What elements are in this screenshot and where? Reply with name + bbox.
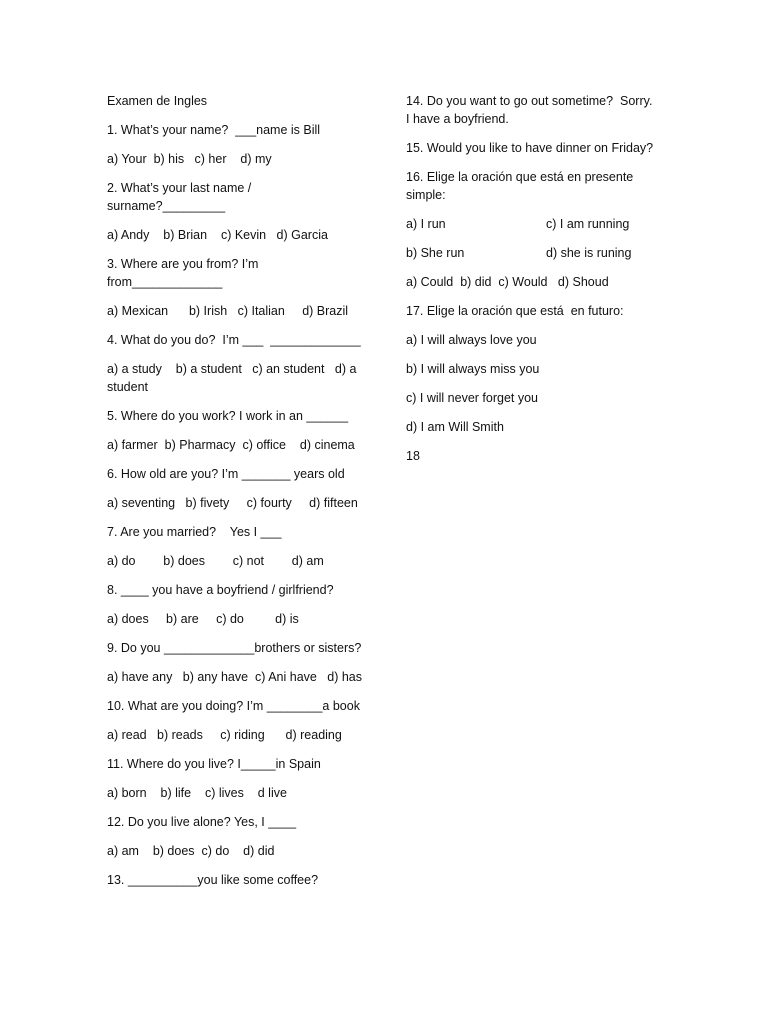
question-17: 17. Elige la oración que está en futuro: xyxy=(406,304,624,318)
options-11: a) born b) life c) lives d live xyxy=(107,786,287,800)
question-13: 13. __________you like some coffee? xyxy=(107,873,319,887)
option-17-c: c) I will never forget you xyxy=(406,391,538,405)
question-14: 14. Do you want to go out sometime? Sorry. I have a boyfriend. xyxy=(406,94,653,126)
question-16: 16. Elige la oración que está en presente simple: xyxy=(406,170,634,202)
options-12: a) am b) does c) do d) did xyxy=(107,844,275,858)
option-16-b: b) She run xyxy=(406,246,465,260)
options-7: a) do b) does c) not d) am xyxy=(107,554,324,568)
options-extra: a) Could b) did c) Would d) Shoud xyxy=(406,275,609,289)
question-1: 1. What’s your name? ___name is Bill xyxy=(107,123,321,137)
question-3: 3. Where are you from? I’m from_____________ xyxy=(107,257,259,289)
options-9: a) have any b) any have c) Ani have d) has xyxy=(107,670,363,684)
options-3: a) Mexican b) Irish c) Italian d) Brazil xyxy=(107,304,349,318)
question-2: 2. What’s your last name / surname?_________ xyxy=(107,181,252,213)
options-16-row-1 xyxy=(406,215,668,233)
question-7: 7. Are you married? Yes I ___ xyxy=(107,525,282,539)
options-4: a) a study b) a student c) an student d) a student xyxy=(107,362,357,394)
options-16-row-2 xyxy=(406,244,668,262)
question-6: 6. How old are you? I’m _______ years old xyxy=(107,467,345,481)
question-10: 10. What are you doing? I’m ________a book xyxy=(107,699,360,713)
question-5: 5. Where do you work? I work in an ______ xyxy=(107,409,349,423)
options-1: a) Your b) his c) her d) my xyxy=(107,152,272,166)
question-11: 11. Where do you live? I_____in Spain xyxy=(107,757,321,771)
options-5: a) farmer b) Pharmacy c) office d) cinema xyxy=(107,438,355,452)
options-8: a) does b) are c) do d) is xyxy=(107,612,299,626)
question-15: 15. Would you like to have dinner on Friday? xyxy=(406,141,654,155)
options-10: a) read b) reads c) riding d) reading xyxy=(107,728,342,742)
option-17-a: a) I will always love you xyxy=(406,333,537,347)
option-17-d: d) I am Will Smith xyxy=(406,420,504,434)
question-8: 8. ____ you have a boyfriend / girlfriend? xyxy=(107,583,334,597)
question-9: 9. Do you _____________brothers or sisters? xyxy=(107,641,362,655)
left-column xyxy=(107,92,369,900)
option-16-c: c) I am running xyxy=(546,217,630,231)
right-column xyxy=(406,92,668,476)
options-6: a) seventing b) fivety c) fourty d) fifteen xyxy=(107,496,358,510)
option-16-a: a) I run xyxy=(406,217,446,231)
question-4: 4. What do you do? I’m ___ _____________ xyxy=(107,333,361,347)
question-12: 12. Do you live alone? Yes, I ____ xyxy=(107,815,297,829)
options-2: a) Andy b) Brian c) Kevin d) Garcia xyxy=(107,228,328,242)
option-17-b: b) I will always miss you xyxy=(406,362,540,376)
question-18: 18 xyxy=(406,449,420,463)
exam-title: Examen de Ingles xyxy=(107,94,208,108)
option-16-d: d) she is runing xyxy=(546,246,632,260)
